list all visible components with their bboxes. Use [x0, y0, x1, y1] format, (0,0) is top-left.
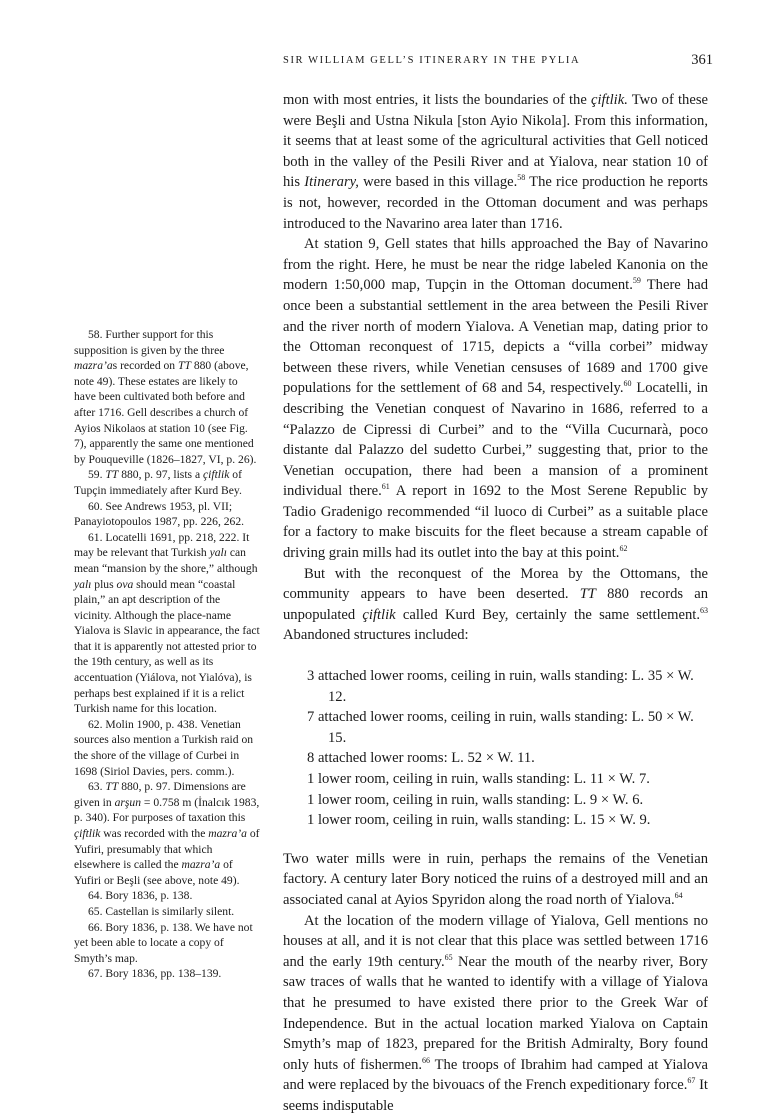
footnote: 61. Locatelli 1691, pp. 218, 222. It may be relevant that Turkish yalı can mean “mansion by the shore,” although yalı plus ova should mean “coastal plain,” an apt description of the vicinity. Although the place-name Yialova is Slavic in appearance, the fact that it is apparently not attested prior to the 19th century, as well as its accentuation (Yiálova, not Yialóva), is perhaps best explained if it is a relict Turkish name for this location.	[74, 530, 260, 716]
note-ref: 60	[623, 379, 632, 389]
footnote: 64. Bory 1836, p. 138.	[88, 889, 193, 903]
note-ref: 64	[674, 891, 683, 901]
footnote: 67. Bory 1836, pp. 138–139.	[88, 967, 222, 981]
footnote: 59. TT 880, p. 97, lists a çiftlik of Tupçin immediately after Kurd Bey.	[74, 468, 242, 497]
footnote: 62. Molin 1900, p. 438. Venetian sources also mention a Turkish raid on the shore of the village of Curbei in 1698 (Siriol Davies, pers. comm.).	[74, 717, 254, 778]
paragraph: At the location of the modern village of Yialova, Gell mentions no houses at all, and it is not clear that this place was settled between 1716 and the early 19th century.$^{65}$ Near the mouth of the nearby river, Bory saw traces of walls that he wanted to identify with a village of Yialova that he presumed to have existed there prior to the Greek War of Independence. But in the actual location marked Yialova on Captain Smyth’s map of 1823, prepared for the British Admiralty, Bory found only huts of fishermen.$^{66}$ The troops of Ibrahim had camped at Yialova and were replaced by the bivouacs of the French expeditionary force.$^{67}$ It seems indisputable	[283, 912, 708, 1114]
page-number: 361	[691, 52, 713, 68]
list-item: 1 lower room, ceiling in ruin, walls standing: L. 9 × W. 6.	[307, 791, 644, 808]
list-item: 7 attached lower rooms, ceiling in ruin, walls standing: L. 50 × W. 15.	[307, 709, 694, 746]
footnote: 58. Further support for this supposition is given by the three mazra’as recorded on TT 880 (above, note 49). These estates are likely to have been cultivated both before and after 1716. Gell describes a church of Ayios Nikolaos at station 10 (see Fig. 7), apparently the same one mentioned by Pouqueville (1826–1827, VI, p. 26).	[74, 328, 257, 466]
running-head	[283, 52, 713, 68]
note-ref: 59	[632, 276, 641, 286]
paragraph: Two water mills were in ruin, perhaps the remains of the Venetian factory. A century later Bory noticed the ruins of a destroyed mill and an associated canal at Ayios Spyridon along the road north of Yialova.$^{64}$	[283, 850, 708, 908]
note-ref: 58	[517, 173, 526, 183]
list-item: 1 lower room, ceiling in ruin, walls standing: L. 15 × W. 9.	[307, 812, 651, 829]
footnotes-column	[74, 327, 260, 982]
note-ref: 65	[444, 952, 453, 962]
list-item: 3 attached lower rooms, ceiling in ruin, walls standing: L. 35 × W. 12.	[307, 668, 694, 705]
footnote: 60. See Andrews 1953, pl. VII; Panayiotopoulos 1987, pp. 226, 262.	[74, 499, 245, 529]
footnote: 66. Bory 1836, p. 138. We have not yet been able to locate a copy of Smyth’s map.	[74, 920, 253, 965]
paragraph: But with the reconquest of the Morea by the Ottomans, the community appears to have been deserted. TT 880 records an unpopulated çiftlik called Kurd Bey, certainly the same settlement.$^{63}$ Abandoned structures included:	[283, 565, 708, 644]
running-title: SIR WILLIAM GELL’S ITINERARY IN THE PYLIA	[283, 55, 581, 66]
list-item: 8 attached lower rooms: L. 52 × W. 11.	[307, 750, 535, 767]
main-text-column	[283, 90, 708, 1117]
note-ref: 66	[422, 1055, 431, 1065]
paragraph: mon with most entries, it lists the boundaries of the çiftlik. Two of these were Beşli and Ustna Nikula [ston Ayio Nikola]. From this information, it seems that at least some of the agricultural activities that Gell noticed both in the valley of the Pesili River and at Yialova, near station 10 of his Itinerary, were based in this village.$^{58}$ The rice production he reports is not, however, recorded in the Ottoman document and was perhaps introduced to the Navarino area later than 1716.	[283, 92, 708, 232]
structures-list	[307, 666, 708, 831]
footnote: 65. Castellan is similarly silent.	[88, 904, 235, 918]
note-ref: 63	[700, 605, 708, 615]
note-ref: 62	[619, 544, 628, 554]
footnote: 63. TT 880, p. 97. Dimensions are given in arşun = 0.758 m (İnalcık 1983, p. 340). For purposes of taxation this çiftlik was recorded with the mazra’a of Yufiri, presumably that which elsewhere is called the mazra’a of Yufiri or Beşli (see above, note 49).	[74, 780, 260, 887]
note-ref: 67	[687, 1076, 696, 1086]
note-ref: 61	[381, 482, 390, 492]
paragraph: At station 9, Gell states that hills approached the Bay of Navarino from the right. Here, he must be near the ridge labeled Kanonia on the modern 1:50,000 map, Tupçin in the Ottoman document.$^{59}$ There had once been a substantial settlement in the area between the Pesili River and the river north of modern Yialova. A Venetian map, dating prior to the Ottoman reconquest of 1715, depicts a “villa corbei” midway between these rivers, while Venetian censuses of 1689 and 1700 give populations for the settlement of 68 and 54, respectively.$^{60}$ Locatelli, in describing the Venetian conquest of Navarino in 1686, referred to a “Palazzo de Cipressi di Curbei” and to the “Villa Cucurnarà, poco distante dal Palazzo del sudetto Curbei,” suggesting that, prior to the Venetian occupation, there had been a mansion of a prominent individual there.$^{61}$ A report in 1692 to the Most Serene Republic by Tadio Gradenigo recommended “il luoco di Curbei” as a suitable place for a factory to make biscuits for the fleet because a stream capable of driving grain mills had its outlet into the bay at this point.$^{62}$	[283, 236, 708, 562]
list-item: 1 lower room, ceiling in ruin, walls standing: L. 11 × W. 7.	[307, 771, 650, 787]
